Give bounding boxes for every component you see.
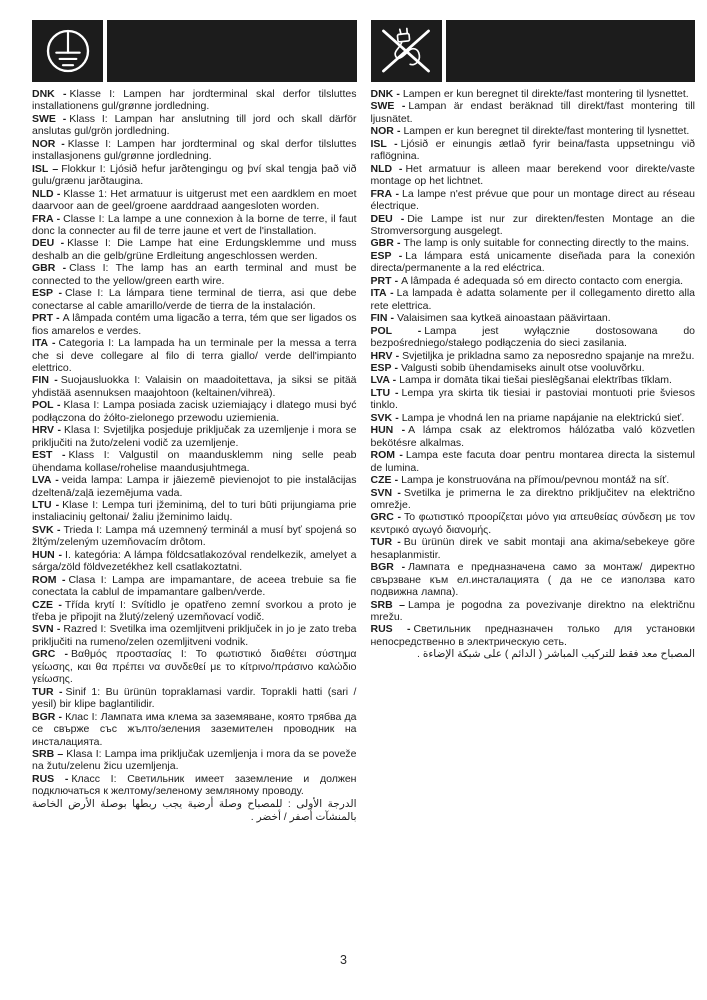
language-code: PRT - <box>370 274 399 287</box>
language-entry <box>371 163 696 188</box>
language-text: veida lampa: Lampa ir jāiezemē pievienojot to pie instalācijas dzeltenā/zaļā iezemējuma vada. <box>32 474 357 499</box>
language-entry <box>371 362 696 374</box>
language-text: Lampen er kun beregnet til direkte/fast montering til lysnettet. <box>403 125 690 138</box>
language-code: HUN - <box>370 424 406 437</box>
language-code: BGR - <box>370 561 406 574</box>
language-entry <box>32 113 357 138</box>
language-entry <box>32 213 357 238</box>
language-entry <box>32 88 357 113</box>
language-code: LTU - <box>370 386 399 399</box>
language-entry <box>371 387 696 412</box>
page-number: 3 <box>340 953 347 967</box>
language-code: SVN - <box>32 623 61 636</box>
language-entry <box>32 648 357 685</box>
language-code: FRA - <box>32 212 61 225</box>
language-entry <box>371 138 696 163</box>
language-text: La lampada è adatta solamente per il collegamento diretto alla rete elettrica. <box>370 287 695 312</box>
language-entry <box>32 163 357 188</box>
language-entry <box>32 287 357 312</box>
language-entry <box>32 138 357 163</box>
language-text: Lampa este facuta doar pentru montarea directa la sistemul de lumina. <box>370 449 695 474</box>
language-entry <box>32 623 357 648</box>
language-entry <box>371 237 696 249</box>
language-entry <box>371 424 696 449</box>
language-text: La lampe n'est prévue que pour un montage direct au réseau électrique. <box>370 187 695 213</box>
language-code: FIN - <box>370 312 395 325</box>
language-entry <box>371 88 696 100</box>
language-entry <box>371 188 696 213</box>
language-entry <box>371 250 696 275</box>
language-code: GRC - <box>32 648 69 661</box>
language-entry <box>32 424 357 449</box>
language-code: NOR - <box>32 137 65 150</box>
language-text: Klasse I: Lampen har jordterminal skal derfor tilsluttes installationens gul/grønne jordledning. <box>32 88 357 113</box>
language-text: Клас I: Лампата има клема за заземяване, която трябва да се свърже със жълто/зеления заземителен проводник на инсталацията. <box>32 710 357 748</box>
language-entry <box>371 412 696 424</box>
language-text: Razred I: Svetilka ima ozemljitveni priključek in jo je zato treba priključiti na rumeno/zelen ozemljitveni vodnik. <box>32 623 357 648</box>
right-language-list <box>371 88 696 648</box>
language-entry <box>371 275 696 287</box>
language-code: ISL - <box>370 137 398 150</box>
language-code: ESP - <box>370 249 403 262</box>
language-code: ROM - <box>32 573 66 586</box>
language-entry <box>32 574 357 599</box>
language-entry <box>32 374 357 399</box>
language-entry <box>371 511 696 536</box>
left-column <box>32 20 357 823</box>
language-code: PRT - <box>32 312 60 325</box>
language-text: Bu ürünün direk ve sabit montaji ana akima/sebekeye göre hesaplanmistir. <box>370 536 695 561</box>
language-code: LVA - <box>370 374 397 387</box>
arabic-note-left: الدرجة الأولى : للمصباح وصلة أرضية يجب ربطها بوصلة الأرض الخاصة بالمنشآت أصفر / أخضر . <box>32 797 357 823</box>
language-entry <box>32 748 357 773</box>
language-text: Светильник предназначен только для установки непосредственно в электрическую сеть. <box>370 623 695 648</box>
language-text: Valaisimen saa kytkeä ainoastaan päävirtaan. <box>397 312 611 325</box>
two-column-layout <box>32 20 695 823</box>
language-entry <box>32 524 357 549</box>
language-code: NOR - <box>370 125 401 138</box>
language-code: FIN - <box>32 374 58 387</box>
language-text: A lámpa csak az elektromos hálózatba való közvetlen bekötésre alkalmas. <box>370 424 695 449</box>
language-text: Lampa ir domāta tikai tiešai pieslēgšanai elektrības tīklam. <box>399 374 672 387</box>
language-text: Valgusti sobib ühendamiseks ainult otse vooluvõrku. <box>400 361 645 374</box>
language-code: GRC - <box>370 511 401 524</box>
language-entry <box>371 325 696 350</box>
language-text: Het armatuur is alleen maar berekend voor direkte/vaste montage op het lichtnet. <box>370 162 695 188</box>
language-entry <box>371 561 696 598</box>
language-code: RUS - <box>370 623 411 636</box>
left-header-bar <box>107 20 357 82</box>
language-text: Die Lampe ist nur zur direkten/festen Montage an die Stromversorgung ausgelegt. <box>370 212 695 237</box>
language-code: SVK - <box>370 411 399 424</box>
right-column <box>371 20 696 823</box>
language-code: TUR - <box>370 536 401 549</box>
language-entry <box>32 312 357 337</box>
language-entry <box>371 374 696 386</box>
language-code: ITA - <box>32 337 56 350</box>
language-text: Лампата е предназначена само за монтаж/ директно свързване към ел.инсталацията ( да не се използва като подвижна лампа). <box>370 561 696 599</box>
language-code: GBR - <box>32 262 67 275</box>
right-header-bar <box>446 20 696 82</box>
language-code: RUS - <box>32 772 69 785</box>
language-entry <box>371 487 696 512</box>
language-entry <box>371 350 696 362</box>
language-code: LTU - <box>32 498 60 511</box>
language-entry <box>371 599 696 624</box>
language-text: Svetilka je primerna le za direktno priključitev na električno omrežje. <box>370 486 695 511</box>
language-entry <box>371 312 696 324</box>
language-code: LVA - <box>32 474 59 487</box>
language-text: Trieda I: Lampa má uzemnený terminál a musí byť spojená so žltým/zeleným uzemňovacím drôtom. <box>32 523 357 549</box>
language-entry <box>32 262 357 287</box>
language-code: DEU - <box>370 212 405 225</box>
language-text: Lampen er kun beregnet til direkte/fast montering til lysnettet. <box>402 88 689 100</box>
language-code: SRB – <box>32 748 64 761</box>
language-entry <box>371 536 696 561</box>
protective-earth-class1-icon <box>32 20 103 82</box>
language-code: SWE - <box>370 100 406 113</box>
right-column-header <box>371 20 696 82</box>
language-entry <box>371 474 696 486</box>
no-direct-plug-icon <box>371 20 442 82</box>
language-text: Klasse 1: Het armatuur is uitgerust met een aardklem en moet daarvoor aan de geel/groene aarddraad aangesloten worden. <box>32 187 357 213</box>
language-code: DNK - <box>32 88 67 100</box>
language-text: Classe I: La lampe a une connexion à la borne de terre, il faut donc la connecter au fil de terre jaune et vert de l'installation. <box>32 212 357 237</box>
language-text: Lampa jest wyłącznie dostosowana do bezpośredniego/stałego podłączenia do sieci zasilania. <box>370 324 695 350</box>
language-code: FRA - <box>370 187 400 200</box>
language-text: Clase I: La lámpara tiene terminal de tierra, asi que debe conectarse al cable amarillo/verde de tierra de la instalación. <box>32 287 357 312</box>
language-code: HRV - <box>370 349 400 362</box>
language-text: Το φωτιστικό προορίζεται μόνο για απευθείας σύνδεση με τον κεντρικό αγωγό διανομής. <box>370 511 695 536</box>
language-code: ISL – <box>32 162 59 175</box>
language-text: Clasa I: Lampa are impamantare, de aceea trebuie sa fie conectata la cablul de impamantare galben/verde. <box>32 573 357 599</box>
language-entry <box>371 213 696 238</box>
language-text: Lampan är endast beräknad till direkt/fast montering till ljusnätet. <box>370 100 696 125</box>
language-text: Klasa I: Lampa posiada zacisk uziemiający i dlatego musi być podłączona do żółto-zielonego przewodu uziemienia. <box>32 399 357 424</box>
language-code: POL - <box>370 324 422 337</box>
left-language-list <box>32 88 357 798</box>
left-column-header <box>32 20 357 82</box>
language-entry <box>32 474 357 499</box>
language-code: ESP - <box>32 287 62 300</box>
language-code: GBR - <box>370 237 401 250</box>
language-entry <box>32 549 357 574</box>
language-code: SRB – <box>370 598 405 611</box>
language-entry <box>32 686 357 711</box>
arabic-note-right: المصباح معد فقط للتركيب المباشر ( الدائم ) على شبكة الإضاءة . <box>417 648 695 661</box>
language-text: The lamp is only suitable for connecting directly to the mains. <box>403 237 690 250</box>
language-entry <box>371 623 696 648</box>
language-text: Lempa yra skirta tik tiesiai ir pastoviai montuoti prie šviesos tinklo. <box>370 386 695 412</box>
language-code: SWE - <box>32 112 67 125</box>
language-code: CZE - <box>370 474 399 487</box>
language-text: Lampa je vhodná len na priame napájanie na elektrickú sieť. <box>401 411 685 424</box>
language-text: Ljósið er einungis ætlað fyrir beina/fasta uppsetningu við raflögnina. <box>370 137 695 163</box>
language-text: Klase I: Lempa turi įžeminimą, del to turi būti prijungiama prie instaliacinių geltonai/ žaliu įžeminimo laidų. <box>32 498 357 524</box>
language-text: Klasa I: Lampa ima priključak uzemljenja i mora da se poveže na žutu/zelenu žicu uzemljenja. <box>32 748 357 773</box>
language-text: I. kategória: A lámpa földcsatlakozóval rendelkezik, amelyet a sárga/zöld földvezetékhez kell csatlakoztatni. <box>32 548 357 574</box>
language-text: Class I: The lamp has an earth terminal and must be connected to the yellow/green earth wire. <box>32 262 357 287</box>
language-entry <box>371 125 696 137</box>
language-code: ROM - <box>370 449 403 462</box>
language-entry <box>371 287 696 312</box>
language-text: Klass I: Valgustil on maandusklemm ning selle peab ühendama kollase/rohelise maandusjuhtmega. <box>32 449 357 474</box>
language-text: Klasse I: Lampen har jordterminal og skal derfor tilsluttes installasjonens gul/grønne jordledning. <box>32 137 357 163</box>
language-text: Класс I: Светильник имеет заземление и должен подключаться к желтому/зеленому земляному проводу. <box>32 772 357 798</box>
language-code: TUR - <box>32 685 63 698</box>
language-text: Třída krytí I: Svítidlo je opatřeno zemní svorkou a proto je třeba je připojit na žlutý/zelený uzemňovací vodič. <box>32 598 357 624</box>
language-code: BGR - <box>32 710 63 723</box>
language-text: Svjetiljka je prikladna samo za neposredno spajanje na mrežu. <box>402 349 695 362</box>
language-entry <box>32 188 357 213</box>
language-text: A lâmpada é adequada só em directo contacto com energia. <box>401 274 684 287</box>
language-text: Lampa je konstruována na přímou/pevnou montáž na síť. <box>401 474 670 487</box>
language-entry <box>32 499 357 524</box>
language-text: Klasse I: Die Lampe hat eine Erdungsklemme und muss deshalb an die gelb/grüne Erdleitung angeschlossen werden. <box>32 237 357 262</box>
language-text: Lampa je pogodna za povezivanje direktno na električnu mrežu. <box>370 598 695 624</box>
language-code: POL - <box>32 399 61 412</box>
language-code: EST - <box>32 449 66 462</box>
language-entry <box>32 599 357 624</box>
language-code: SVN - <box>370 486 401 499</box>
language-code: NLD - <box>370 162 403 175</box>
language-entry <box>32 449 357 474</box>
language-code: SVK - <box>32 523 61 536</box>
language-text: Klass I: Lampan har anslutning till jord och skall därför anslutas gul/grön jordledning. <box>32 112 357 138</box>
language-code: HRV - <box>32 424 61 437</box>
language-entry <box>32 237 357 262</box>
language-code: DNK - <box>370 88 400 100</box>
language-entry <box>371 449 696 474</box>
language-code: ESP - <box>370 361 398 374</box>
language-entry <box>32 773 357 798</box>
language-text: A lâmpada contém uma ligacão a terra, tém que ser ligados os fios amarelos e verdes. <box>32 312 357 337</box>
language-code: HUN - <box>32 548 63 561</box>
language-text: La lámpara está unicamente diseñada para la conexión directa/permanente a la red eléctrica. <box>370 249 696 275</box>
language-code: CZE - <box>32 598 62 611</box>
language-text: Categoria I: La lampada ha un terminale per la messa a terra che si deve collegare al filo di terra giallo/ verde dell'impianto elettrico. <box>32 337 357 374</box>
language-code: NLD - <box>32 187 61 200</box>
language-text: Sinif 1: Bu ürünün topraklamasi vardir. Toprakli hatti (sari / yesil) bir klipe baglantilidir. <box>32 685 357 711</box>
language-entry <box>32 711 357 748</box>
language-entry <box>32 337 357 374</box>
language-code: ITA - <box>370 287 394 300</box>
language-text: Suojausluokka I: Valaisin on maadoitettava, ja siksi se pitää yhdistää asennuksen maajohtoon (keltainen/vihreä). <box>32 374 357 399</box>
language-entry <box>32 399 357 424</box>
language-entry <box>371 100 696 125</box>
language-text: Klasa I: Svjetiljka posjeduje priključak za uzemljenje i mora se priključiti na žuto/zeleni vodič za uzemljenje. <box>32 424 357 449</box>
language-text: Βαθμός προστασίας Ι: Το φωτιστικό διαθέτει σύστημα γείωσης, και θα πρέπει να συνδεθεί με το κίτρινο/πράσινο καλώδιο γείωσης. <box>32 648 357 686</box>
language-code: DEU - <box>32 237 65 250</box>
language-text: Flokkur I: Ljósið hefur jarðtengingu og því skal tengja það við gulu/grænu jarðtaugina. <box>32 162 357 188</box>
